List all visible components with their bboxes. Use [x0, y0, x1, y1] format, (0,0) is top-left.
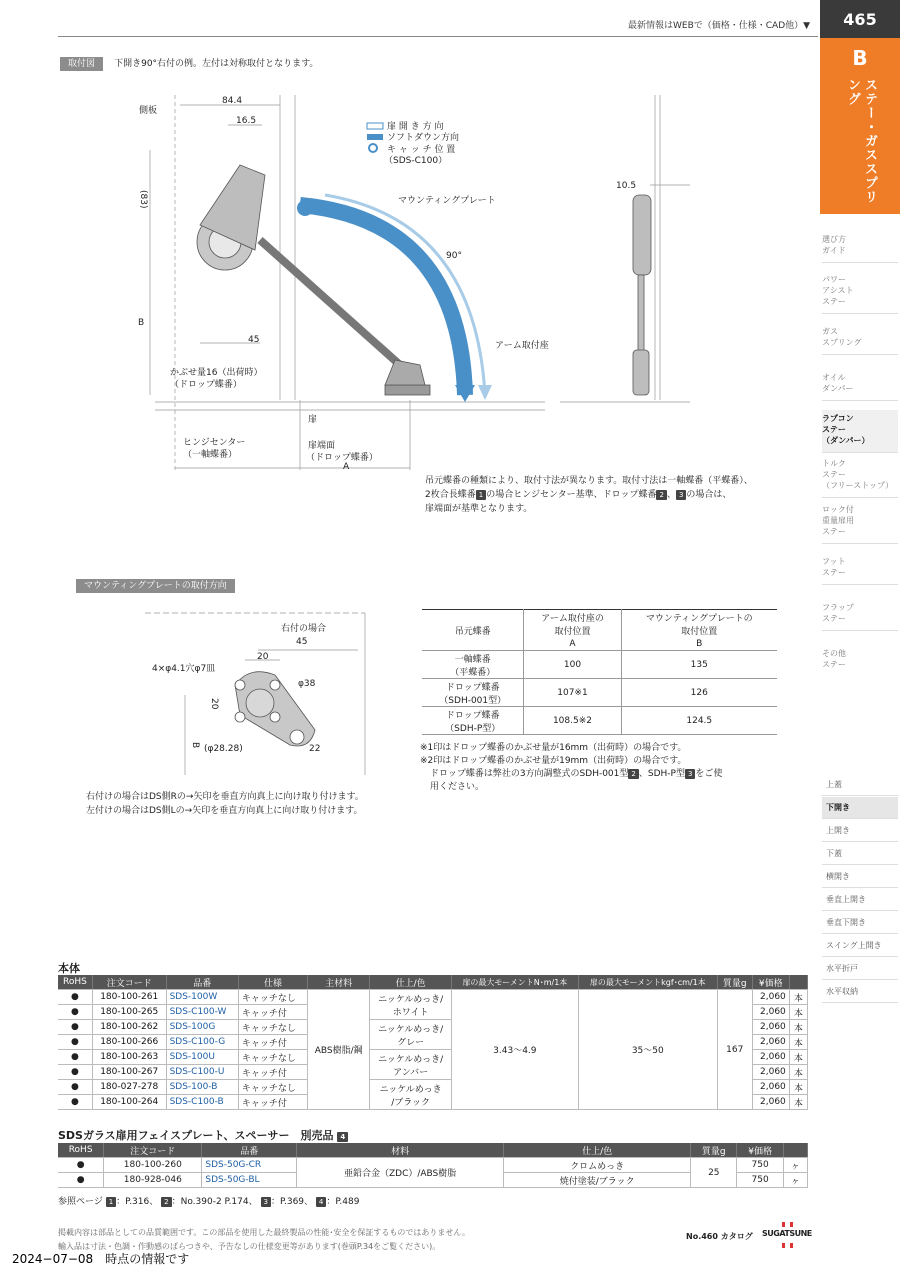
spec-row-a: 107※1: [524, 679, 621, 707]
web-info-note[interactable]: 最新情報はWEBで（価格・仕様・CAD他）▼: [628, 21, 811, 31]
spec-note-2: ※2印はドロップ蝶番のかぶせ量が19mm（出荷時）の場合です。: [420, 756, 687, 766]
finish-line-1: ニッケルめっき: [379, 1084, 442, 1095]
label-overlay: かぶせ量16（出荷時）: [170, 368, 263, 378]
sidenav-item-other[interactable]: その他 ステー: [822, 649, 846, 669]
label-hinge-center-sub: （一軸蝶番）: [183, 450, 238, 460]
spec-sub-b: B: [621, 638, 777, 651]
cell-code: 180-100-261: [92, 990, 166, 1005]
cell-unit: 本: [789, 1095, 807, 1110]
sidenav-item-foot[interactable]: フット ステー: [822, 556, 898, 585]
cell-moment-kgf: 35～50: [578, 990, 717, 1110]
cell-spec: キャッチなし: [238, 990, 307, 1005]
cell-rohs: ●: [58, 990, 92, 1005]
cell-unit: 本: [789, 1050, 807, 1065]
ref-badge: 3: [261, 1197, 271, 1207]
label-fig2-dim-45: 45: [296, 637, 308, 647]
col-material: 主材料: [308, 975, 370, 990]
main-product-table: [58, 975, 808, 1110]
cell-code: 180-100-267: [92, 1065, 166, 1080]
cell-rohs: ●: [58, 1158, 104, 1173]
col-mass: 質量g: [717, 975, 752, 990]
figure2-tag: マウンティングプレートの取付方向: [76, 579, 235, 593]
sidenav-item-guide[interactable]: 選び方 ガイド: [822, 234, 898, 263]
cell-material: ABS樹脂/鋼: [308, 990, 370, 1110]
sidenav-item-lock-heavy[interactable]: ロック付 重量扉用 ステー: [822, 504, 898, 544]
spec-row-b: 135: [621, 651, 777, 679]
subnav-item-0[interactable]: 上蓋: [822, 774, 898, 796]
cell-part[interactable]: SDS-100W: [166, 990, 238, 1005]
label-overlay-sub: （ドロップ蝶番）: [170, 380, 242, 390]
ref-badge: 1: [106, 1197, 116, 1207]
label-fig2-dim-28: (φ28.28): [204, 744, 243, 754]
plate-col-mass: 質量g: [691, 1143, 737, 1158]
figure2-note-2: 左付けの場合はDS側Lの→矢印を垂直方向真上に向け取り付けます。: [86, 806, 363, 816]
cell-part[interactable]: SDS-C100-W: [166, 1005, 238, 1020]
label-holes: 4×φ4.1穴φ7皿: [152, 664, 216, 674]
legend-open-direction: 扉 開 き 方 向: [387, 122, 444, 132]
cell-finish: [370, 990, 452, 1020]
ref-badge-3b: 3: [685, 769, 695, 779]
section-title: ステー・ガススプリング: [845, 78, 877, 204]
cell-price: 750: [737, 1158, 783, 1173]
spec-row-a: 100: [524, 651, 621, 679]
label-fig2-dim-20a: 20: [257, 652, 269, 662]
plate-col-finish: 仕上/色: [504, 1143, 691, 1158]
plate-col-rohs: RoHS: [58, 1143, 104, 1158]
col-finish: 仕上/色: [370, 975, 452, 990]
subnav-item-9[interactable]: 水平収納: [822, 981, 898, 1003]
ref-badge: 4: [316, 1197, 326, 1207]
page-number: 465: [820, 0, 900, 38]
finish-line-2: グレー: [397, 1037, 425, 1048]
label-right-case: 右付の場合: [281, 624, 327, 634]
label-side-panel: 側板: [139, 106, 158, 116]
sidenav-item-power-assist[interactable]: パワー アシスト ステー: [822, 274, 898, 314]
cell-moment-nm: 3.43～4.9: [452, 990, 579, 1110]
sidenav-item-gas-spring[interactable]: ガス スプリング: [822, 326, 898, 355]
label-door-end: 扉端面: [308, 441, 336, 451]
figure1-caption: 下開き90°右付の例。左付は対称取付となります。: [114, 59, 319, 69]
plate-col-part: 品番: [202, 1143, 297, 1158]
legend-catch-position: キ ャ ッ チ 位 置: [387, 145, 456, 155]
spec-note-3a: ドロップ蝶番は弊社の3方向調整式のSDH-001型: [430, 769, 629, 779]
ref-badge-2b: 2: [628, 769, 638, 779]
col-part: 品番: [166, 975, 238, 990]
cell-price: 750: [737, 1173, 783, 1188]
note-line-1: 吊元蝶番の種類により、取付寸法が異なります。取付寸法は一軸蝶番（平蝶番）、: [425, 476, 753, 486]
cell-rohs: ●: [58, 1080, 92, 1095]
cell-part[interactable]: SDS-50G-BL: [202, 1173, 297, 1188]
col-rohs: RoHS: [58, 975, 92, 990]
legend-catch-model: （SDS-C100）: [384, 156, 448, 166]
sidenav-item-torque[interactable]: トルク ステー （フリーストップ）: [822, 458, 898, 498]
cell-finish: [370, 1020, 452, 1050]
note-line-3: 扉端面が基準となります。: [425, 504, 533, 514]
spec-row-hinge: ドロップ蝶番 （SDH-001型）: [422, 679, 524, 707]
label-door-end-sub: （ドロップ蝶番）: [306, 453, 378, 463]
subnav-item-2[interactable]: 上開き: [822, 820, 898, 842]
cell-rohs: ●: [58, 1095, 92, 1110]
cell-code: 180-100-266: [92, 1035, 166, 1050]
cell-part[interactable]: SDS-100G: [166, 1020, 238, 1035]
cell-finish: クロムめっき: [504, 1158, 691, 1173]
cell-price: 2,060: [752, 1050, 789, 1065]
cell-unit: 本: [789, 1065, 807, 1080]
cell-price: 2,060: [752, 1080, 789, 1095]
datestamp: 2024−07−08 時点の情報です: [12, 1252, 190, 1266]
cell-part[interactable]: SDS-100U: [166, 1050, 238, 1065]
cell-spec: キャッチ付: [238, 1065, 307, 1080]
cell-spec: キャッチ付: [238, 1095, 307, 1110]
ref-badge: 2: [161, 1197, 171, 1207]
ref-badge-2: 2: [656, 490, 666, 500]
cell-price: 2,060: [752, 1095, 789, 1110]
cell-mass: 25: [691, 1158, 737, 1188]
figure2-tag-row: [76, 573, 235, 592]
cell-mass: 167: [717, 990, 752, 1110]
label-angle: 90°: [446, 251, 462, 261]
sidenav-item-oil-damper[interactable]: オイル ダンパー: [822, 372, 898, 401]
ref-badge-1: 1: [476, 490, 486, 500]
cell-unit: ヶ: [783, 1173, 807, 1188]
label-dim-b: B: [138, 318, 145, 328]
label-dim-84: 84.4: [222, 96, 243, 106]
legend-soft-down: ソフトダウン方向: [387, 133, 460, 143]
cell-code: 180-100-262: [92, 1020, 166, 1035]
catalog-number: No.460 カタログ: [686, 1232, 753, 1241]
plate-table-title-row: [58, 1127, 348, 1143]
cell-price: 2,060: [752, 990, 789, 1005]
figure2-note-1: 右付けの場合はDS側Rの→矢印を垂直方向真上に向け取り付けます。: [86, 792, 364, 802]
section-letter: B: [852, 46, 868, 70]
cell-material: 亜鉛合金（ZDC）/ABS樹脂: [297, 1158, 504, 1188]
spec-note-1: ※1印はドロップ蝶番のかぶせ量が16mm（出荷時）の場合です。: [420, 743, 687, 753]
spec-row-b: 126: [621, 679, 777, 707]
subnav-item-8[interactable]: 水平折戸: [822, 958, 898, 980]
disclaimer-line-1: 掲載内容は部品としての品質範囲です。この部品を使用した最終製品の性能･安全を保証するものではありません。: [58, 1228, 470, 1237]
spec-note-4: 用ください。: [430, 782, 485, 792]
figure2-note: [86, 790, 416, 818]
spec-row-a: 108.5※2: [524, 707, 621, 735]
plate-col-price: ¥価格: [737, 1143, 783, 1158]
label-dim-a: A: [343, 462, 350, 472]
spec-notes: [420, 742, 800, 794]
ref-prefix: 参照ページ: [58, 1197, 103, 1207]
cell-unit: 本: [789, 1080, 807, 1095]
spec-row-hinge: ドロップ蝶番 （SDH-P型）: [422, 707, 524, 735]
table-row[interactable]: [58, 990, 808, 1005]
spec-note-3b: 、SDH-P型: [638, 769, 685, 779]
ref-text[interactable]: ：P.316、: [116, 1197, 159, 1207]
cell-part[interactable]: SDS-C100-B: [166, 1095, 238, 1110]
cell-spec: キャッチなし: [238, 1020, 307, 1035]
subnav-item-6[interactable]: 垂直下開き: [822, 912, 898, 934]
col-spec: 仕様: [238, 975, 307, 990]
ref-text[interactable]: ：No.390-2 P.174、: [171, 1197, 258, 1207]
finish-line-1: ニッケルめっき/: [378, 1024, 444, 1035]
cell-rohs: ●: [58, 1035, 92, 1050]
ref-text[interactable]: ：P.369、: [270, 1197, 314, 1207]
cell-rohs: ●: [58, 1050, 92, 1065]
cell-part[interactable]: SDS-50G-CR: [202, 1158, 297, 1173]
col-moment-kgf: 扉の最大モーメントkgf･cm/1本: [578, 975, 717, 990]
cell-spec: キャッチなし: [238, 1050, 307, 1065]
spec-row-b: 124.5: [621, 707, 777, 735]
cell-price: 2,060: [752, 1005, 789, 1020]
spec-header-hinge: 吊元蝶番: [422, 610, 524, 651]
note-line-2a: 2枚合長蝶番: [425, 490, 476, 500]
cell-unit: 本: [789, 990, 807, 1005]
subnav-item-7[interactable]: スイング上開き: [822, 935, 898, 957]
cell-part[interactable]: SDS-100-B: [166, 1080, 238, 1095]
col-moment-nm: 扉の最大モーメントN･m/1本: [452, 975, 579, 990]
label-dim-83: (83): [138, 190, 148, 209]
label-dim-16: 16.5: [236, 116, 257, 126]
finish-line-2: /ブラック: [391, 1097, 431, 1108]
cell-code: 180-100-263: [92, 1050, 166, 1065]
col-unit: [789, 975, 807, 990]
cell-rohs: ●: [58, 1065, 92, 1080]
mounting-plate-drawing: [140, 605, 390, 795]
subnav-item-1[interactable]: 下開き: [822, 797, 898, 819]
subnav-item-5[interactable]: 垂直上開き: [822, 889, 898, 911]
cell-rohs: ●: [58, 1005, 92, 1020]
cell-code: 180-928-046: [104, 1173, 202, 1188]
figure1-tag: 取付図: [60, 57, 103, 71]
brand-logo: [762, 1222, 812, 1252]
label-dim-10-5: 10.5: [616, 181, 637, 191]
finish-line-1: ニッケルめっき/: [378, 994, 444, 1005]
main-table-title: 本体: [58, 962, 80, 975]
label-fig2-dim-22: 22: [309, 744, 321, 754]
label-fig2-dim-38: φ38: [298, 679, 316, 689]
note-line-2b: の場合ヒンジセンター基準、ドロップ蝶番: [486, 490, 657, 500]
subnav-item-4[interactable]: 横開き: [822, 866, 898, 888]
plate-col-unit: [783, 1143, 807, 1158]
cell-price: 2,060: [752, 1035, 789, 1050]
label-dim-45: 45: [248, 335, 260, 345]
cell-spec: キャッチ付: [238, 1035, 307, 1050]
cell-spec: キャッチなし: [238, 1080, 307, 1095]
disclaimer-line-2: 輸入品は寸法・色調・作動感のばらつきや、予告なしの仕様変更等があります(巻頭P.34をご覧ください)。: [58, 1242, 441, 1251]
cell-code: 180-100-265: [92, 1005, 166, 1020]
cell-unit: ヶ: [783, 1158, 807, 1173]
cell-finish: 焼付塗装/ブラック: [504, 1173, 691, 1188]
subnav-item-3[interactable]: 下蓋: [822, 843, 898, 865]
spec-sub-a: A: [524, 638, 621, 651]
label-hinge-center: ヒンジセンター: [183, 438, 246, 448]
label-arm-seat: アーム取付座: [495, 341, 549, 351]
ref-badge-3: 3: [676, 490, 686, 500]
cell-code: 180-027-278: [92, 1080, 166, 1095]
table-row[interactable]: [58, 1158, 808, 1173]
spec-header-a: アーム取付座の 取付位置: [524, 610, 621, 638]
cell-part[interactable]: SDS-C100-G: [166, 1035, 238, 1050]
cell-rohs: ●: [58, 1173, 104, 1188]
finish-line-2: アンバー: [393, 1067, 429, 1078]
cell-unit: 本: [789, 1005, 807, 1020]
plate-table: [58, 1143, 808, 1188]
label-fig2-dim-b: B: [190, 742, 200, 749]
cell-unit: 本: [789, 1020, 807, 1035]
cell-rohs: ●: [58, 1020, 92, 1035]
col-code: 注文コード: [92, 975, 166, 990]
spec-note-3c: をご使: [695, 769, 723, 779]
sidenav-item-flap[interactable]: フラップ ステー: [822, 602, 898, 631]
finish-line-1: ニッケルめっき/: [378, 1054, 444, 1065]
reference-pages: [58, 1194, 359, 1207]
col-price: ¥価格: [752, 975, 789, 990]
label-mounting-plate: マウンティングプレート: [398, 196, 496, 206]
cell-price: 2,060: [752, 1065, 789, 1080]
cell-part[interactable]: SDS-C100-U: [166, 1065, 238, 1080]
cell-code: 180-100-260: [104, 1158, 202, 1173]
label-fig2-dim-20b: 20: [209, 698, 219, 710]
ref-text[interactable]: ：P.489: [326, 1197, 360, 1207]
plate-table-title: SDSガラス扉用フェイスプレート、スペーサー 別売品: [58, 1129, 334, 1142]
spec-row-hinge: 一軸蝶番 （平蝶番）: [422, 651, 524, 679]
spec-header-b: マウンティングプレートの 取付位置: [621, 610, 777, 638]
plate-table-badge: 4: [337, 1132, 348, 1142]
plate-col-material: 材料: [297, 1143, 504, 1158]
mounting-position-table: [422, 609, 777, 735]
cell-unit: 本: [789, 1035, 807, 1050]
cell-price: 2,060: [752, 1020, 789, 1035]
section-tab[interactable]: [820, 38, 900, 214]
plate-col-code: 注文コード: [104, 1143, 202, 1158]
finish-line-2: ホワイト: [392, 1007, 429, 1018]
sidenav-item-lapcon[interactable]: ラプコン ステー （ダンパー）: [822, 410, 898, 453]
cell-spec: キャッチ付: [238, 1005, 307, 1020]
note-line-2c: の場合は、: [686, 490, 732, 500]
cell-finish: [370, 1050, 452, 1080]
cell-finish: [370, 1080, 452, 1110]
cell-code: 180-100-264: [92, 1095, 166, 1110]
brand-name: SUGATSUNE: [762, 1229, 812, 1238]
figure1-note: 吊元蝶番の種類により、取付寸法が異なります。取付寸法は一軸蝶番（平蝶番）、 2枚合長蝶番 1 の場合ヒンジセンター基準、ドロップ蝶番 2 、 3 の場合は、 扉端面が基準となります。: [425, 474, 815, 516]
label-door: 扉: [308, 415, 318, 425]
